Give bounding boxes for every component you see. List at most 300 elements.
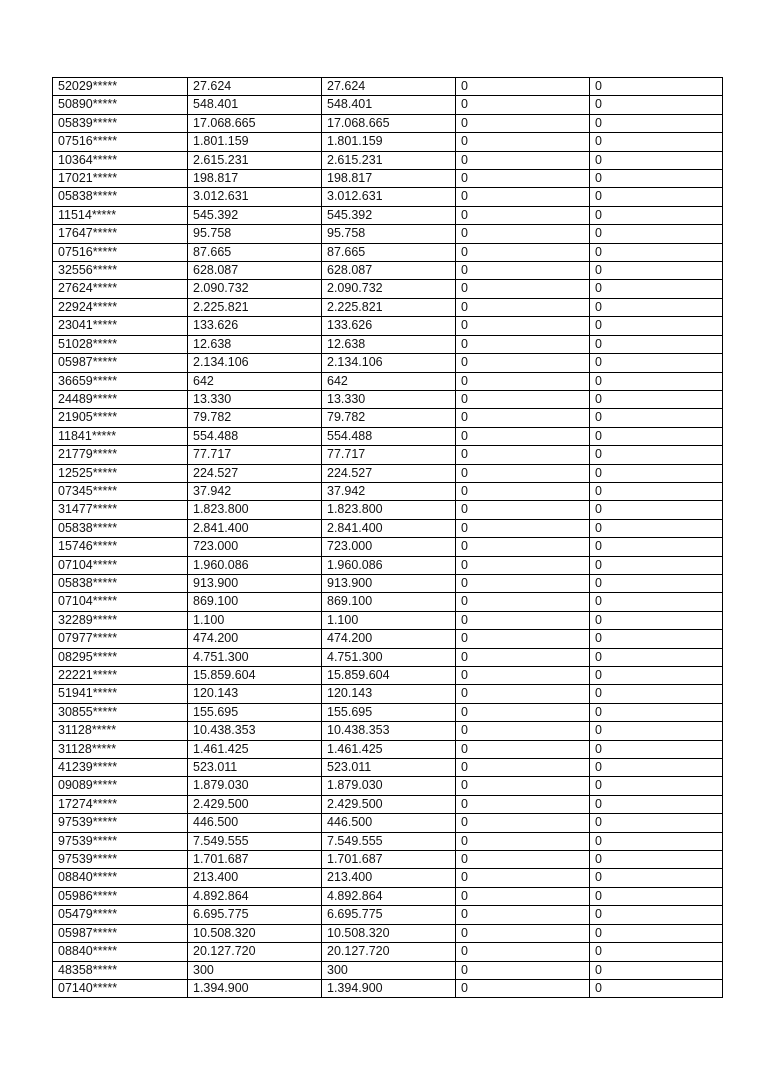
amount-repeat-cell: 7.549.555 [322,832,456,850]
zero-cell-2: 0 [590,667,723,685]
amount-repeat-cell: 1.801.159 [322,133,456,151]
amount-cell: 642 [188,372,322,390]
id-cell: 24489***** [53,390,188,408]
table-row [53,96,723,114]
amount-repeat-cell: 120.143 [322,685,456,703]
id-cell: 07345***** [53,482,188,500]
table-row [53,427,723,445]
table-row [53,114,723,132]
amount-cell: 723.000 [188,538,322,556]
zero-cell-2: 0 [590,133,723,151]
id-cell: 05987***** [53,924,188,942]
zero-cell-2: 0 [590,298,723,316]
zero-cell: 0 [456,170,590,188]
amount-repeat-cell: 10.438.353 [322,722,456,740]
amount-cell: 155.695 [188,703,322,721]
amount-repeat-cell: 17.068.665 [322,114,456,132]
zero-cell-2: 0 [590,464,723,482]
table-row [53,887,723,905]
zero-cell: 0 [456,280,590,298]
table-row [53,795,723,813]
amount-repeat-cell: 2.225.821 [322,298,456,316]
id-cell: 32289***** [53,611,188,629]
amount-cell: 10.508.320 [188,924,322,942]
id-cell: 31128***** [53,740,188,758]
table-row [53,188,723,206]
id-cell: 07104***** [53,593,188,611]
id-cell: 10364***** [53,151,188,169]
amount-repeat-cell: 79.782 [322,409,456,427]
zero-cell-2: 0 [590,280,723,298]
zero-cell-2: 0 [590,722,723,740]
zero-cell-2: 0 [590,482,723,500]
zero-cell: 0 [456,869,590,887]
zero-cell: 0 [456,206,590,224]
table-row [53,501,723,519]
amount-repeat-cell: 2.090.732 [322,280,456,298]
amount-repeat-cell: 446.500 [322,814,456,832]
zero-cell-2: 0 [590,262,723,280]
amount-cell: 120.143 [188,685,322,703]
zero-cell-2: 0 [590,206,723,224]
zero-cell-2: 0 [590,501,723,519]
amount-cell: 12.638 [188,335,322,353]
id-cell: 21779***** [53,446,188,464]
zero-cell-2: 0 [590,979,723,997]
zero-cell-2: 0 [590,630,723,648]
zero-cell: 0 [456,667,590,685]
zero-cell-2: 0 [590,519,723,537]
zero-cell-2: 0 [590,943,723,961]
amount-cell: 913.900 [188,574,322,592]
table-row [53,335,723,353]
table-row [53,667,723,685]
zero-cell: 0 [456,354,590,372]
amount-cell: 554.488 [188,427,322,445]
zero-cell: 0 [456,298,590,316]
zero-cell-2: 0 [590,851,723,869]
zero-cell: 0 [456,851,590,869]
amount-cell: 77.717 [188,446,322,464]
id-cell: 97539***** [53,814,188,832]
amount-cell: 1.960.086 [188,556,322,574]
data-table [52,77,723,998]
amount-repeat-cell: 300 [322,961,456,979]
id-cell: 51941***** [53,685,188,703]
zero-cell: 0 [456,722,590,740]
amount-repeat-cell: 1.461.425 [322,740,456,758]
amount-cell: 13.330 [188,390,322,408]
amount-repeat-cell: 198.817 [322,170,456,188]
id-cell: 30855***** [53,703,188,721]
amount-cell: 15.859.604 [188,667,322,685]
id-cell: 05987***** [53,354,188,372]
amount-repeat-cell: 155.695 [322,703,456,721]
amount-repeat-cell: 1.100 [322,611,456,629]
zero-cell: 0 [456,446,590,464]
zero-cell-2: 0 [590,354,723,372]
zero-cell-2: 0 [590,446,723,464]
table-row [53,482,723,500]
zero-cell-2: 0 [590,225,723,243]
amount-repeat-cell: 15.859.604 [322,667,456,685]
amount-cell: 628.087 [188,262,322,280]
zero-cell-2: 0 [590,317,723,335]
id-cell: 08840***** [53,943,188,961]
table-row [53,574,723,592]
amount-cell: 37.942 [188,482,322,500]
table-row [53,777,723,795]
amount-repeat-cell: 27.624 [322,78,456,96]
zero-cell: 0 [456,943,590,961]
amount-repeat-cell: 13.330 [322,390,456,408]
amount-repeat-cell: 2.134.106 [322,354,456,372]
amount-cell: 1.879.030 [188,777,322,795]
zero-cell: 0 [456,795,590,813]
zero-cell-2: 0 [590,887,723,905]
zero-cell: 0 [456,188,590,206]
amount-repeat-cell: 1.701.687 [322,851,456,869]
amount-repeat-cell: 87.665 [322,243,456,261]
amount-repeat-cell: 77.717 [322,446,456,464]
zero-cell: 0 [456,759,590,777]
zero-cell: 0 [456,685,590,703]
id-cell: 15746***** [53,538,188,556]
zero-cell: 0 [456,151,590,169]
table-row [53,979,723,997]
amount-cell: 4.892.864 [188,887,322,905]
table-row [53,630,723,648]
amount-cell: 2.841.400 [188,519,322,537]
amount-cell: 545.392 [188,206,322,224]
id-cell: 05839***** [53,114,188,132]
amount-repeat-cell: 4.751.300 [322,648,456,666]
zero-cell-2: 0 [590,961,723,979]
zero-cell-2: 0 [590,685,723,703]
table-row [53,759,723,777]
zero-cell: 0 [456,630,590,648]
id-cell: 21905***** [53,409,188,427]
amount-cell: 198.817 [188,170,322,188]
amount-cell: 446.500 [188,814,322,832]
table-row [53,446,723,464]
id-cell: 05479***** [53,906,188,924]
zero-cell: 0 [456,409,590,427]
table-body [53,78,723,998]
zero-cell: 0 [456,648,590,666]
table-row [53,648,723,666]
zero-cell: 0 [456,887,590,905]
table-row [53,354,723,372]
amount-cell: 17.068.665 [188,114,322,132]
zero-cell: 0 [456,464,590,482]
id-cell: 31128***** [53,722,188,740]
amount-cell: 213.400 [188,869,322,887]
amount-cell: 4.751.300 [188,648,322,666]
amount-repeat-cell: 95.758 [322,225,456,243]
table-row [53,593,723,611]
amount-cell: 6.695.775 [188,906,322,924]
zero-cell: 0 [456,133,590,151]
amount-cell: 2.429.500 [188,795,322,813]
zero-cell-2: 0 [590,832,723,850]
zero-cell-2: 0 [590,648,723,666]
zero-cell-2: 0 [590,759,723,777]
id-cell: 32556***** [53,262,188,280]
table-row [53,722,723,740]
table-row [53,298,723,316]
id-cell: 12525***** [53,464,188,482]
table-row [53,133,723,151]
zero-cell: 0 [456,961,590,979]
zero-cell: 0 [456,262,590,280]
amount-cell: 2.134.106 [188,354,322,372]
table-row [53,243,723,261]
table-row [53,611,723,629]
zero-cell-2: 0 [590,906,723,924]
id-cell: 50890***** [53,96,188,114]
table-row [53,170,723,188]
zero-cell-2: 0 [590,151,723,169]
amount-cell: 1.461.425 [188,740,322,758]
zero-cell: 0 [456,243,590,261]
zero-cell-2: 0 [590,372,723,390]
zero-cell: 0 [456,814,590,832]
amount-repeat-cell: 2.841.400 [322,519,456,537]
zero-cell: 0 [456,593,590,611]
zero-cell-2: 0 [590,427,723,445]
amount-cell: 523.011 [188,759,322,777]
id-cell: 41239***** [53,759,188,777]
id-cell: 07104***** [53,556,188,574]
amount-cell: 79.782 [188,409,322,427]
table-row [53,814,723,832]
table-row [53,703,723,721]
id-cell: 05838***** [53,574,188,592]
table-row [53,390,723,408]
table-row [53,225,723,243]
amount-cell: 300 [188,961,322,979]
id-cell: 22924***** [53,298,188,316]
id-cell: 05838***** [53,188,188,206]
amount-repeat-cell: 2.429.500 [322,795,456,813]
table-row [53,906,723,924]
amount-repeat-cell: 642 [322,372,456,390]
zero-cell: 0 [456,740,590,758]
zero-cell-2: 0 [590,740,723,758]
amount-repeat-cell: 224.527 [322,464,456,482]
zero-cell: 0 [456,832,590,850]
amount-cell: 474.200 [188,630,322,648]
amount-cell: 133.626 [188,317,322,335]
zero-cell-2: 0 [590,170,723,188]
zero-cell-2: 0 [590,777,723,795]
amount-cell: 1.701.687 [188,851,322,869]
amount-cell: 2.225.821 [188,298,322,316]
amount-cell: 224.527 [188,464,322,482]
table-row [53,464,723,482]
table-row [53,262,723,280]
amount-cell: 1.394.900 [188,979,322,997]
amount-cell: 7.549.555 [188,832,322,850]
amount-repeat-cell: 548.401 [322,96,456,114]
zero-cell-2: 0 [590,409,723,427]
amount-repeat-cell: 133.626 [322,317,456,335]
amount-repeat-cell: 10.508.320 [322,924,456,942]
id-cell: 22221***** [53,667,188,685]
zero-cell-2: 0 [590,243,723,261]
amount-repeat-cell: 1.879.030 [322,777,456,795]
table-row [53,206,723,224]
id-cell: 27624***** [53,280,188,298]
zero-cell: 0 [456,703,590,721]
zero-cell: 0 [456,501,590,519]
table-row [53,280,723,298]
amount-cell: 2.090.732 [188,280,322,298]
table-row [53,961,723,979]
zero-cell: 0 [456,906,590,924]
amount-repeat-cell: 1.960.086 [322,556,456,574]
id-cell: 07977***** [53,630,188,648]
zero-cell-2: 0 [590,114,723,132]
zero-cell: 0 [456,390,590,408]
table-row [53,851,723,869]
zero-cell: 0 [456,482,590,500]
table-row [53,943,723,961]
zero-cell: 0 [456,78,590,96]
id-cell: 07516***** [53,133,188,151]
amount-cell: 10.438.353 [188,722,322,740]
zero-cell: 0 [456,225,590,243]
amount-repeat-cell: 554.488 [322,427,456,445]
id-cell: 17647***** [53,225,188,243]
zero-cell: 0 [456,574,590,592]
zero-cell: 0 [456,317,590,335]
amount-cell: 1.100 [188,611,322,629]
amount-cell: 2.615.231 [188,151,322,169]
table-row [53,538,723,556]
amount-repeat-cell: 6.695.775 [322,906,456,924]
id-cell: 07140***** [53,979,188,997]
amount-cell: 95.758 [188,225,322,243]
amount-repeat-cell: 4.892.864 [322,887,456,905]
id-cell: 31477***** [53,501,188,519]
zero-cell-2: 0 [590,335,723,353]
amount-repeat-cell: 628.087 [322,262,456,280]
id-cell: 05838***** [53,519,188,537]
id-cell: 17274***** [53,795,188,813]
amount-cell: 87.665 [188,243,322,261]
amount-cell: 1.823.800 [188,501,322,519]
zero-cell: 0 [456,556,590,574]
zero-cell-2: 0 [590,703,723,721]
zero-cell: 0 [456,114,590,132]
amount-repeat-cell: 869.100 [322,593,456,611]
id-cell: 97539***** [53,832,188,850]
table-row [53,685,723,703]
id-cell: 09089***** [53,777,188,795]
amount-cell: 3.012.631 [188,188,322,206]
amount-repeat-cell: 545.392 [322,206,456,224]
amount-repeat-cell: 37.942 [322,482,456,500]
amount-repeat-cell: 1.823.800 [322,501,456,519]
id-cell: 08295***** [53,648,188,666]
zero-cell-2: 0 [590,574,723,592]
zero-cell: 0 [456,519,590,537]
amount-repeat-cell: 2.615.231 [322,151,456,169]
amount-repeat-cell: 3.012.631 [322,188,456,206]
table-row [53,409,723,427]
table-row [53,317,723,335]
zero-cell-2: 0 [590,593,723,611]
amount-cell: 20.127.720 [188,943,322,961]
zero-cell-2: 0 [590,538,723,556]
zero-cell-2: 0 [590,188,723,206]
zero-cell: 0 [456,96,590,114]
zero-cell: 0 [456,979,590,997]
id-cell: 08840***** [53,869,188,887]
table-row [53,372,723,390]
id-cell: 07516***** [53,243,188,261]
table-row [53,519,723,537]
zero-cell: 0 [456,924,590,942]
zero-cell-2: 0 [590,869,723,887]
id-cell: 97539***** [53,851,188,869]
table-row [53,832,723,850]
zero-cell-2: 0 [590,795,723,813]
id-cell: 17021***** [53,170,188,188]
id-cell: 11841***** [53,427,188,445]
zero-cell: 0 [456,372,590,390]
table-row [53,869,723,887]
zero-cell-2: 0 [590,924,723,942]
amount-cell: 548.401 [188,96,322,114]
amount-cell: 27.624 [188,78,322,96]
amount-repeat-cell: 1.394.900 [322,979,456,997]
zero-cell: 0 [456,777,590,795]
zero-cell-2: 0 [590,78,723,96]
amount-repeat-cell: 20.127.720 [322,943,456,961]
table-row [53,740,723,758]
table-row [53,151,723,169]
amount-repeat-cell: 523.011 [322,759,456,777]
id-cell: 52029***** [53,78,188,96]
zero-cell-2: 0 [590,96,723,114]
zero-cell: 0 [456,335,590,353]
id-cell: 36659***** [53,372,188,390]
amount-cell: 1.801.159 [188,133,322,151]
id-cell: 11514***** [53,206,188,224]
zero-cell-2: 0 [590,814,723,832]
table-row [53,924,723,942]
zero-cell: 0 [456,427,590,445]
table-row [53,78,723,96]
zero-cell-2: 0 [590,390,723,408]
amount-repeat-cell: 723.000 [322,538,456,556]
zero-cell-2: 0 [590,556,723,574]
id-cell: 48358***** [53,961,188,979]
id-cell: 23041***** [53,317,188,335]
amount-repeat-cell: 213.400 [322,869,456,887]
table-row [53,556,723,574]
id-cell: 05986***** [53,887,188,905]
zero-cell: 0 [456,538,590,556]
zero-cell-2: 0 [590,611,723,629]
id-cell: 51028***** [53,335,188,353]
amount-repeat-cell: 474.200 [322,630,456,648]
amount-cell: 869.100 [188,593,322,611]
zero-cell: 0 [456,611,590,629]
